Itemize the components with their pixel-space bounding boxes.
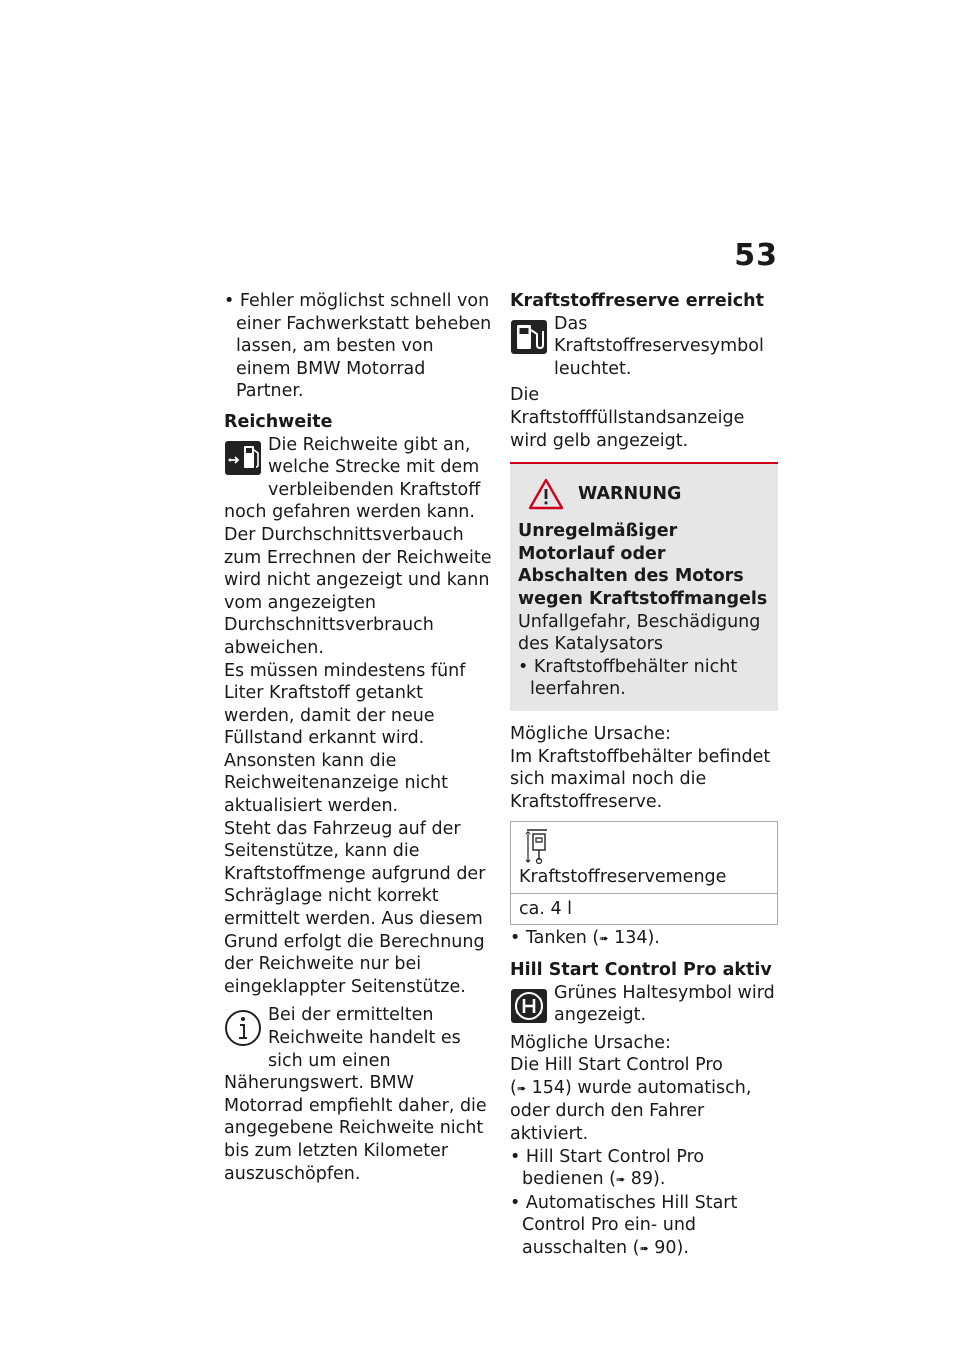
- page-reference-link[interactable]: 154) wurde automatisch, oder durch den Fahrer aktiviert.: [510, 1077, 752, 1145]
- hill-cause-label: Mögliche Ursache:: [510, 1032, 671, 1053]
- spec-value: ca. 4 l: [511, 893, 778, 925]
- list-item: • Automatisches Hill Start Control Pro ein- und ausschalten (➠ 90).: [510, 1192, 778, 1261]
- hill-block: [510, 982, 778, 1028]
- warning-bold-text: Unregelmäßiger Motorlauf oder Abschalten des Motors wegen Kraftstoffmangels: [518, 521, 768, 609]
- list-item: • Fehler möglichst schnell von einer Fachwerkstatt beheben lassen, am besten von einem BMW Motorrad Partner.: [224, 290, 492, 403]
- list-item-tanken: • Tanken (➠ 134).: [510, 927, 778, 951]
- reserve-block: [510, 313, 778, 381]
- cause-text: Im Kraftstoffbehälter befindet sich maximal noch die Kraftstoffreserve.: [510, 746, 771, 812]
- info-block: [224, 1004, 492, 1185]
- section-heading-hill: Hill Start Control Pro aktiv: [510, 960, 772, 981]
- hill-cause-text: Die Hill Start Control Pro (➠ 154) wurde automatisch, oder durch den Fahrer aktiviert.: [510, 1055, 752, 1145]
- warning-box: [510, 462, 778, 711]
- info-text: Bei der ermittelten Reichweite handelt es sich um einen Näherungswert. BMW Motorrad empfiehlt daher, die angegebene Reichweite nicht bis zum letzten Kilometer auszuschöpfen.: [224, 1005, 487, 1184]
- section-heading-range: Reichweite: [224, 411, 333, 432]
- page-reference-link[interactable]: 134).: [614, 928, 660, 949]
- range-text-2: Es müssen mindestens fünf Liter Kraftstoff getankt werden, damit der neue Füllstand erkannt wird. Ansonsten kann die Reichweitenanzeige nicht aktualisiert werden.: [224, 660, 466, 817]
- reference-arrow-icon: ➠: [615, 1173, 626, 1187]
- fuel-can-icon: [523, 826, 551, 866]
- fuel-range-icon: [224, 438, 262, 478]
- warning-text: Unfallgefahr, Beschädigung des Katalysators: [518, 611, 761, 655]
- reserve-text: Das Kraftstoffreservesymbol leuchtet.: [554, 313, 764, 379]
- reference-arrow-icon: ➠: [599, 932, 609, 946]
- warning-title: [518, 478, 770, 510]
- reference-arrow-icon: ➠: [639, 1242, 649, 1255]
- info-icon: [224, 1008, 262, 1048]
- page-number: 53: [734, 238, 778, 273]
- warning-bullet: • Kraftstoffbehälter nicht leerfahren.: [518, 656, 770, 701]
- section-heading-reserve: Kraftstoffreserve erreicht: [510, 291, 764, 311]
- hill-start-hold-icon: [510, 986, 548, 1026]
- warning-title-text: WARNUNG: [578, 483, 682, 504]
- left-column: [224, 290, 492, 1185]
- reserve-text-2: Die Kraftstofffüllstandsanzeige wird gelb angezeigt.: [510, 385, 745, 451]
- list-item: • Hill Start Control Pro bedienen (➠ 89).: [510, 1146, 778, 1192]
- range-text-3: Steht das Fahrzeug auf der Seitenstütze, kann die Kraftstoffmenge aufgrund der Schräglage nicht korrekt ermittelt werden. Aus diesem Grund erfolgt die Berechnung der Reichweite nur bei eingeklappter Seitenstütze.: [224, 818, 486, 997]
- reference-arrow-icon: ➠: [516, 1081, 527, 1095]
- spec-label: Kraftstoffreservemenge: [519, 867, 727, 888]
- range-text-1: Die Reichweite gibt an, welche Strecke mit dem verbleibenden Kraftstoff noch gefahren werden kann. Der Durchschnittsverbauch zum Errechnen der Reichweite wird nicht angezeigt und kann vom angezeigten Durchschnittsverbrauch abweichen.: [224, 434, 492, 658]
- spec-label-cell: [511, 822, 778, 894]
- page-reference-link[interactable]: 90).: [654, 1238, 689, 1258]
- hill-text: Grünes Haltesymbol wird angezeigt.: [554, 982, 775, 1026]
- fuel-pump-icon: [510, 317, 548, 357]
- page-reference-link[interactable]: 89).: [630, 1169, 666, 1190]
- right-column: [510, 290, 778, 1261]
- range-block: [224, 434, 492, 660]
- warning-triangle-icon: [528, 478, 564, 510]
- spec-table: [510, 821, 778, 925]
- cause-label: Mögliche Ursache:: [510, 723, 671, 744]
